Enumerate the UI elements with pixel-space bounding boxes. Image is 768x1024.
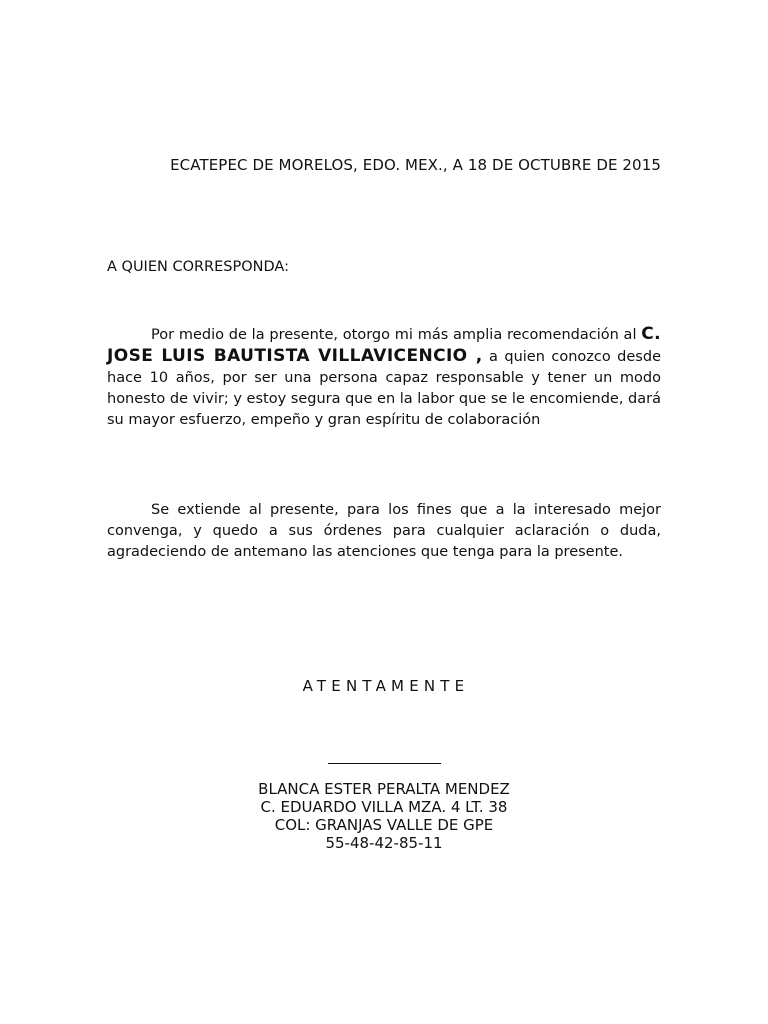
closing-salutation	[0, 677, 768, 695]
signer-name: BLANCA ESTER PERALTA MENDEZ	[258, 780, 510, 798]
signer-block	[0, 780, 768, 852]
paragraph-intro: Por medio de la presente, otorgo mi más amplia recomendación al	[151, 327, 637, 343]
signature-line	[328, 763, 441, 764]
signer-address: C. EDUARDO VILLA MZA. 4 LT. 38	[260, 798, 508, 816]
salutation: A QUIEN CORRESPONDA:	[107, 259, 289, 275]
date-line: ECATEPEC DE MORELOS, EDO. MEX., A 18 DE OCTUBRE DE 2015	[170, 156, 661, 174]
recommendation-paragraph	[107, 324, 661, 431]
signer-phone: 55-48-42-85-11	[325, 834, 443, 852]
closing-paragraph-text: Se extiende al presente, para los fines que a la interesado mejor convenga, y quedo a sus órdenes para cualquier aclaración o duda, agradeciendo de antemano las atenciones que tenga para la presente.	[107, 502, 661, 560]
paragraph-body: a quien conozco desde hace 10 años, por ser una persona capaz responsable y tener un modo honesto de vivir; y estoy segura que en la labor que se le encomiende, dará su mayor esfuerzo, empeño y gran espíritu de colaboración	[107, 349, 661, 428]
closing-paragraph	[107, 500, 661, 563]
recipient-name: C. JOSE LUIS BAUTISTA VILLAVICENCIO ,	[107, 324, 661, 366]
signer-colony: COL: GRANJAS VALLE DE GPE	[274, 816, 494, 834]
closing-text: ATENTAMENTE	[302, 677, 470, 695]
